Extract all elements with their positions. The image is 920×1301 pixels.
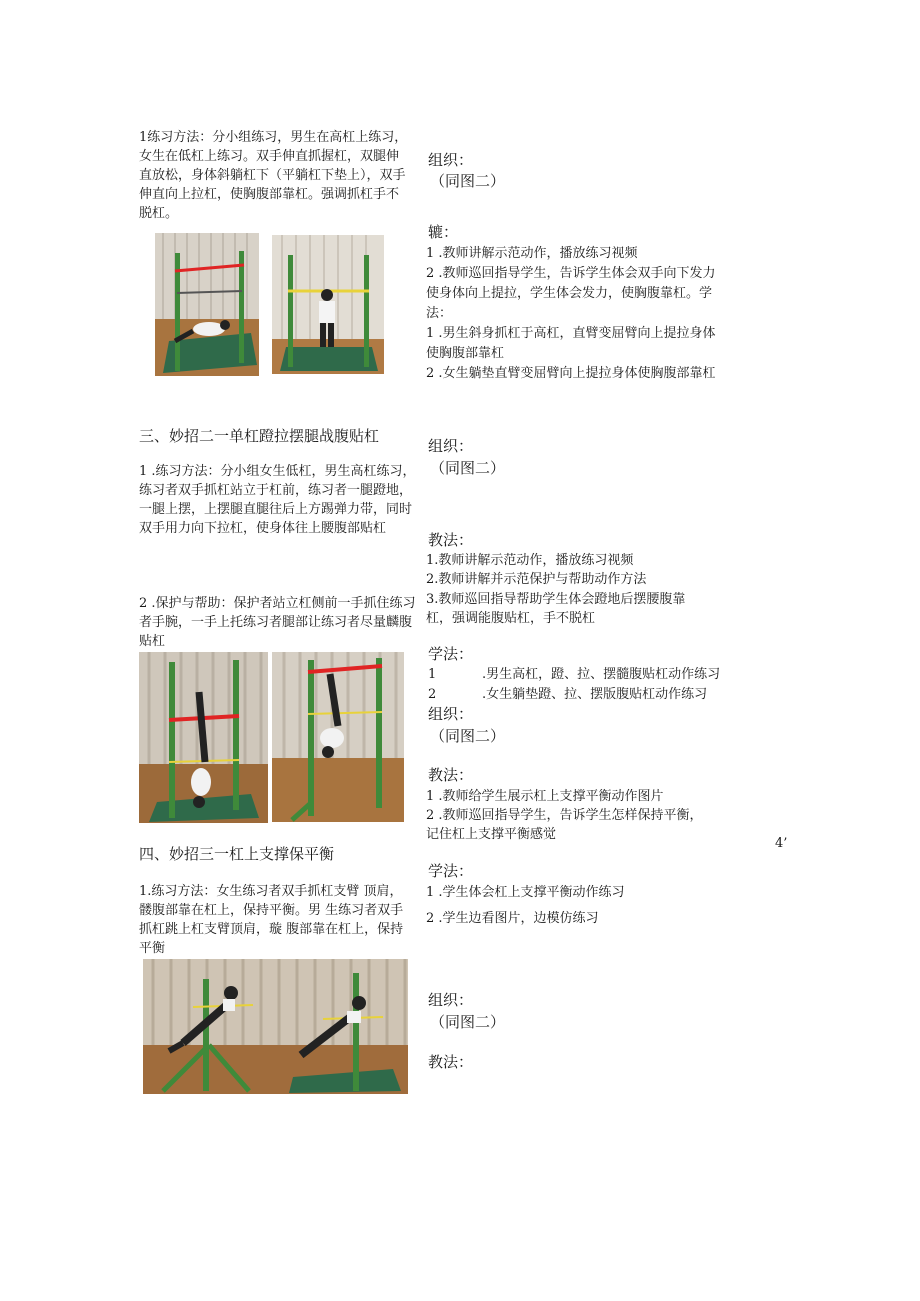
teaching-method-label-4: 教法： [428, 1053, 474, 1071]
teaching-method-label-1: 辘： [428, 223, 459, 241]
duration-label: 4’ [775, 836, 788, 851]
learning-step-2-1-num: 1 [428, 667, 437, 682]
photo-girl-standing-at-bar [272, 235, 384, 374]
learning-step-1-2: 2 .女生躺垫直臂变屈臂向上提拉身体使胸腹部靠杠 [426, 366, 716, 381]
photo-support-balance-pair [143, 959, 408, 1094]
teaching-method-label-2: 教法： [428, 531, 474, 549]
teaching-step-3-2b: 记住杠上支撑平衡感觉 [426, 827, 557, 842]
teaching-step-3-1: 1 .教师给学生展示杠上支撑平衡动作图片 [426, 789, 664, 804]
teaching-step-1-1: 1 .教师讲解示范动作，播放练习视频 [426, 246, 638, 261]
organization-label-3: 组织： [428, 705, 474, 723]
same-as-figure-2-1: （同图二） [430, 172, 506, 190]
section-3-protection-help: 2 .保护与帮助：保护者站立杠侧前一手抓住练习者手腕，一手上托练习者腿部让练习者尽量麟腹贴杠 [139, 596, 416, 649]
learning-method-label-2: 学法： [428, 645, 474, 663]
same-as-figure-2-2: （同图二） [430, 459, 506, 477]
teaching-step-2-2: 2.教师讲解并示范保护与帮助动作方法 [426, 572, 647, 587]
learning-step-2-2-num: 2 [428, 687, 437, 702]
teaching-step-2-3a: 3.教师巡回指导帮助学生体会蹬地后摆腰腹靠 [426, 592, 686, 607]
organization-label-2: 组织： [428, 437, 474, 455]
organization-label-1: 组织： [428, 151, 474, 169]
section-3-title: 三、妙招二一单杠蹬拉摆腿战腹贴杠 [139, 427, 380, 445]
learning-step-2-1: .男生高杠，蹬、拉、摆髓腹贴杠动作练习 [482, 667, 721, 682]
learning-step-1-1b: 使胸腹部靠杠 [426, 346, 505, 361]
learning-step-3-2: 2 .学生边看图片，边模仿练习 [426, 911, 599, 926]
learning-method-label-3: 学法： [428, 862, 474, 880]
practice-method-paragraph-1: 1练习方法：分小组练习，男生在高杠上练习，女生在低杠上练习。双手伸直抓握杠，双腿伸直放松，身体斜躺杠下（平躺杠下垫上），双手伸直向上拉杠，使胸腹部靠杠。强调抓杠手不脱杠。 [139, 130, 408, 221]
learning-step-2-2: .女生躺垫蹬、拉、摆版腹贴杠动作练习 [482, 687, 708, 702]
section-4-title: 四、妙招三一杠上支撑保平衡 [139, 845, 335, 863]
same-as-figure-2-3: （同图二） [430, 727, 506, 745]
teaching-step-1-2b: 使身体向上提拉，学生体会发力，使胸腹靠杠。学 [426, 286, 713, 301]
teaching-method-label-3: 教法： [428, 766, 474, 784]
section-3-practice-method: 1 .练习方法：分小组女生低杠，男生高杠练习，练习者双手抓杠站立于杠前，练习者一腿蹬地，一腿上摆，上摆腿直腿往后上方踢弹力带，同时双手用力向下拉杠，使身体往上腰腹部贴杠 [139, 464, 416, 536]
photo-girl-kick-up-low-bar [139, 652, 268, 823]
teaching-step-2-3b: 杠，强调能腹贴杠，手不脱杠 [426, 611, 596, 626]
section-4-practice-method: 1.练习方法：女生练习者双手抓杠支臂 顶肩，髅腹部靠在杠上，保持平衡。男 生练习者双手抓杠跳上杠支臂顶肩，璇 腹部靠在杠上，保持平衡 [139, 884, 404, 956]
teaching-step-1-2a: 2 .教师巡回指导学生，告诉学生体会双手向下发力 [426, 266, 716, 281]
teaching-step-2-1: 1.教师讲解示范动作，播放练习视频 [426, 553, 634, 568]
photo-boy-kick-up-high-bar [272, 652, 404, 822]
same-as-figure-2-4: （同图二） [430, 1013, 506, 1031]
learning-step-3-1: 1 .学生体会杠上支撑平衡动作练习 [426, 885, 625, 900]
teaching-step-3-2a: 2 .教师巡回指导学生，告诉学生怎样保持平衡， [426, 808, 703, 823]
teaching-step-1-2c: 法： [426, 306, 453, 321]
learning-step-1-1a: 1 .男生斜身抓杠于高杠，直臂变屈臂向上提拉身体 [426, 326, 716, 341]
organization-label-4: 组织： [428, 991, 474, 1009]
photo-boy-inclined-pullup [155, 233, 259, 376]
